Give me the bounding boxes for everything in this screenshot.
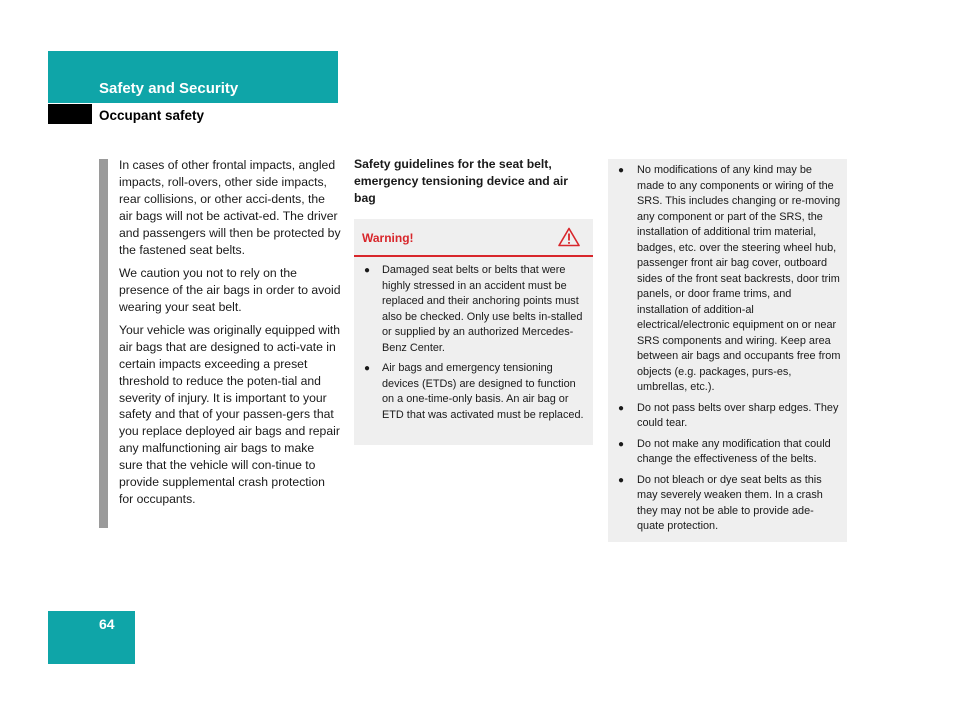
list-item: ● Damaged seat belts or belts that were highly stressed in an accident must be replaced and their anchoring points must also be checked. Only use belts in-stalled or supplied by an authorized Mercedes-Benz Center. — [364, 264, 583, 354]
paragraph: In cases of other frontal impacts, angled impacts, roll-overs, other side impacts, rear collisions, or other acci-dents, the air bags will not be activat-ed. The driver and passengers will then be protected by the fastened seat belts. — [119, 158, 341, 257]
guidelines-box — [608, 159, 847, 542]
warning-label: Warning! — [362, 231, 414, 245]
section-title: Safety and Security — [99, 80, 239, 97]
list-item: ● Air bags and emergency tensioning devices (ETDs) are designed to function on a one-time-only basis. An air bag or ETD that was activated must be replaced. — [364, 362, 584, 421]
bullet-icon: ● — [364, 363, 371, 374]
list-item: ● Do not make any modification that could change the effectiveness of the belts. — [618, 437, 831, 465]
list-item: ● No modifications of any kind may be made to any components or wiring of the SRS. This includes changing or re-moving any component or part of the SRS, the installation of additional trim material, badges, etc. over the steering wheel hub, passenger front air bag cover, outboard sides of the front seat backrests, door trim panels, or door frame trims, and installation of addition-al electrical/electronic equipment on or near SRS components and wiring. Keep area between air bags and occupants free from objects (e.g. packages, purs-es, umbrellas, etc.). — [618, 164, 841, 393]
list-item: ● Do not pass belts over sharp edges. They could tear. — [618, 401, 839, 429]
bullet-icon: ● — [618, 165, 625, 176]
airbag-info-text — [119, 157, 341, 514]
guidelines-list — [608, 163, 847, 540]
warning-header — [354, 219, 593, 257]
bullet-icon: ● — [618, 474, 625, 486]
warning-box — [354, 219, 593, 445]
bullet-icon: ● — [364, 265, 371, 276]
paragraph: Your vehicle was originally equipped with air bags that are designed to acti-vate in certain impacts exceeding a preset threshold to reduce the poten-tial and severity of injury. It is important to your safety and that of your passen-gers that you replace deployed air bags and repair any malfunctioning air bags to make sure that the vehicle will con-tinue to provide supplemental crash protection for occupants. — [119, 322, 341, 506]
list-item: ● Do not bleach or dye seat belts as this may severely weaken them. In a crash they may not be able to provide ade-quate protection. — [618, 473, 823, 532]
paragraph: We caution you not to rely on the presence of the air bags in order to avoid wearing your seat belt. — [119, 265, 341, 314]
info-sidebar-bar — [99, 159, 108, 528]
warning-list — [354, 263, 593, 428]
subsection-title: Occupant safety — [99, 108, 205, 123]
page-number-box — [48, 611, 135, 664]
warning-triangle-icon — [558, 227, 580, 247]
subsection-marker — [48, 104, 92, 124]
safety-guidelines-heading: Safety guidelines for the seat belt, emergency tensioning device and air bag — [354, 157, 569, 205]
page-number: 64 — [99, 616, 115, 632]
bullet-icon: ● — [618, 438, 625, 450]
bullet-icon: ● — [618, 402, 625, 414]
